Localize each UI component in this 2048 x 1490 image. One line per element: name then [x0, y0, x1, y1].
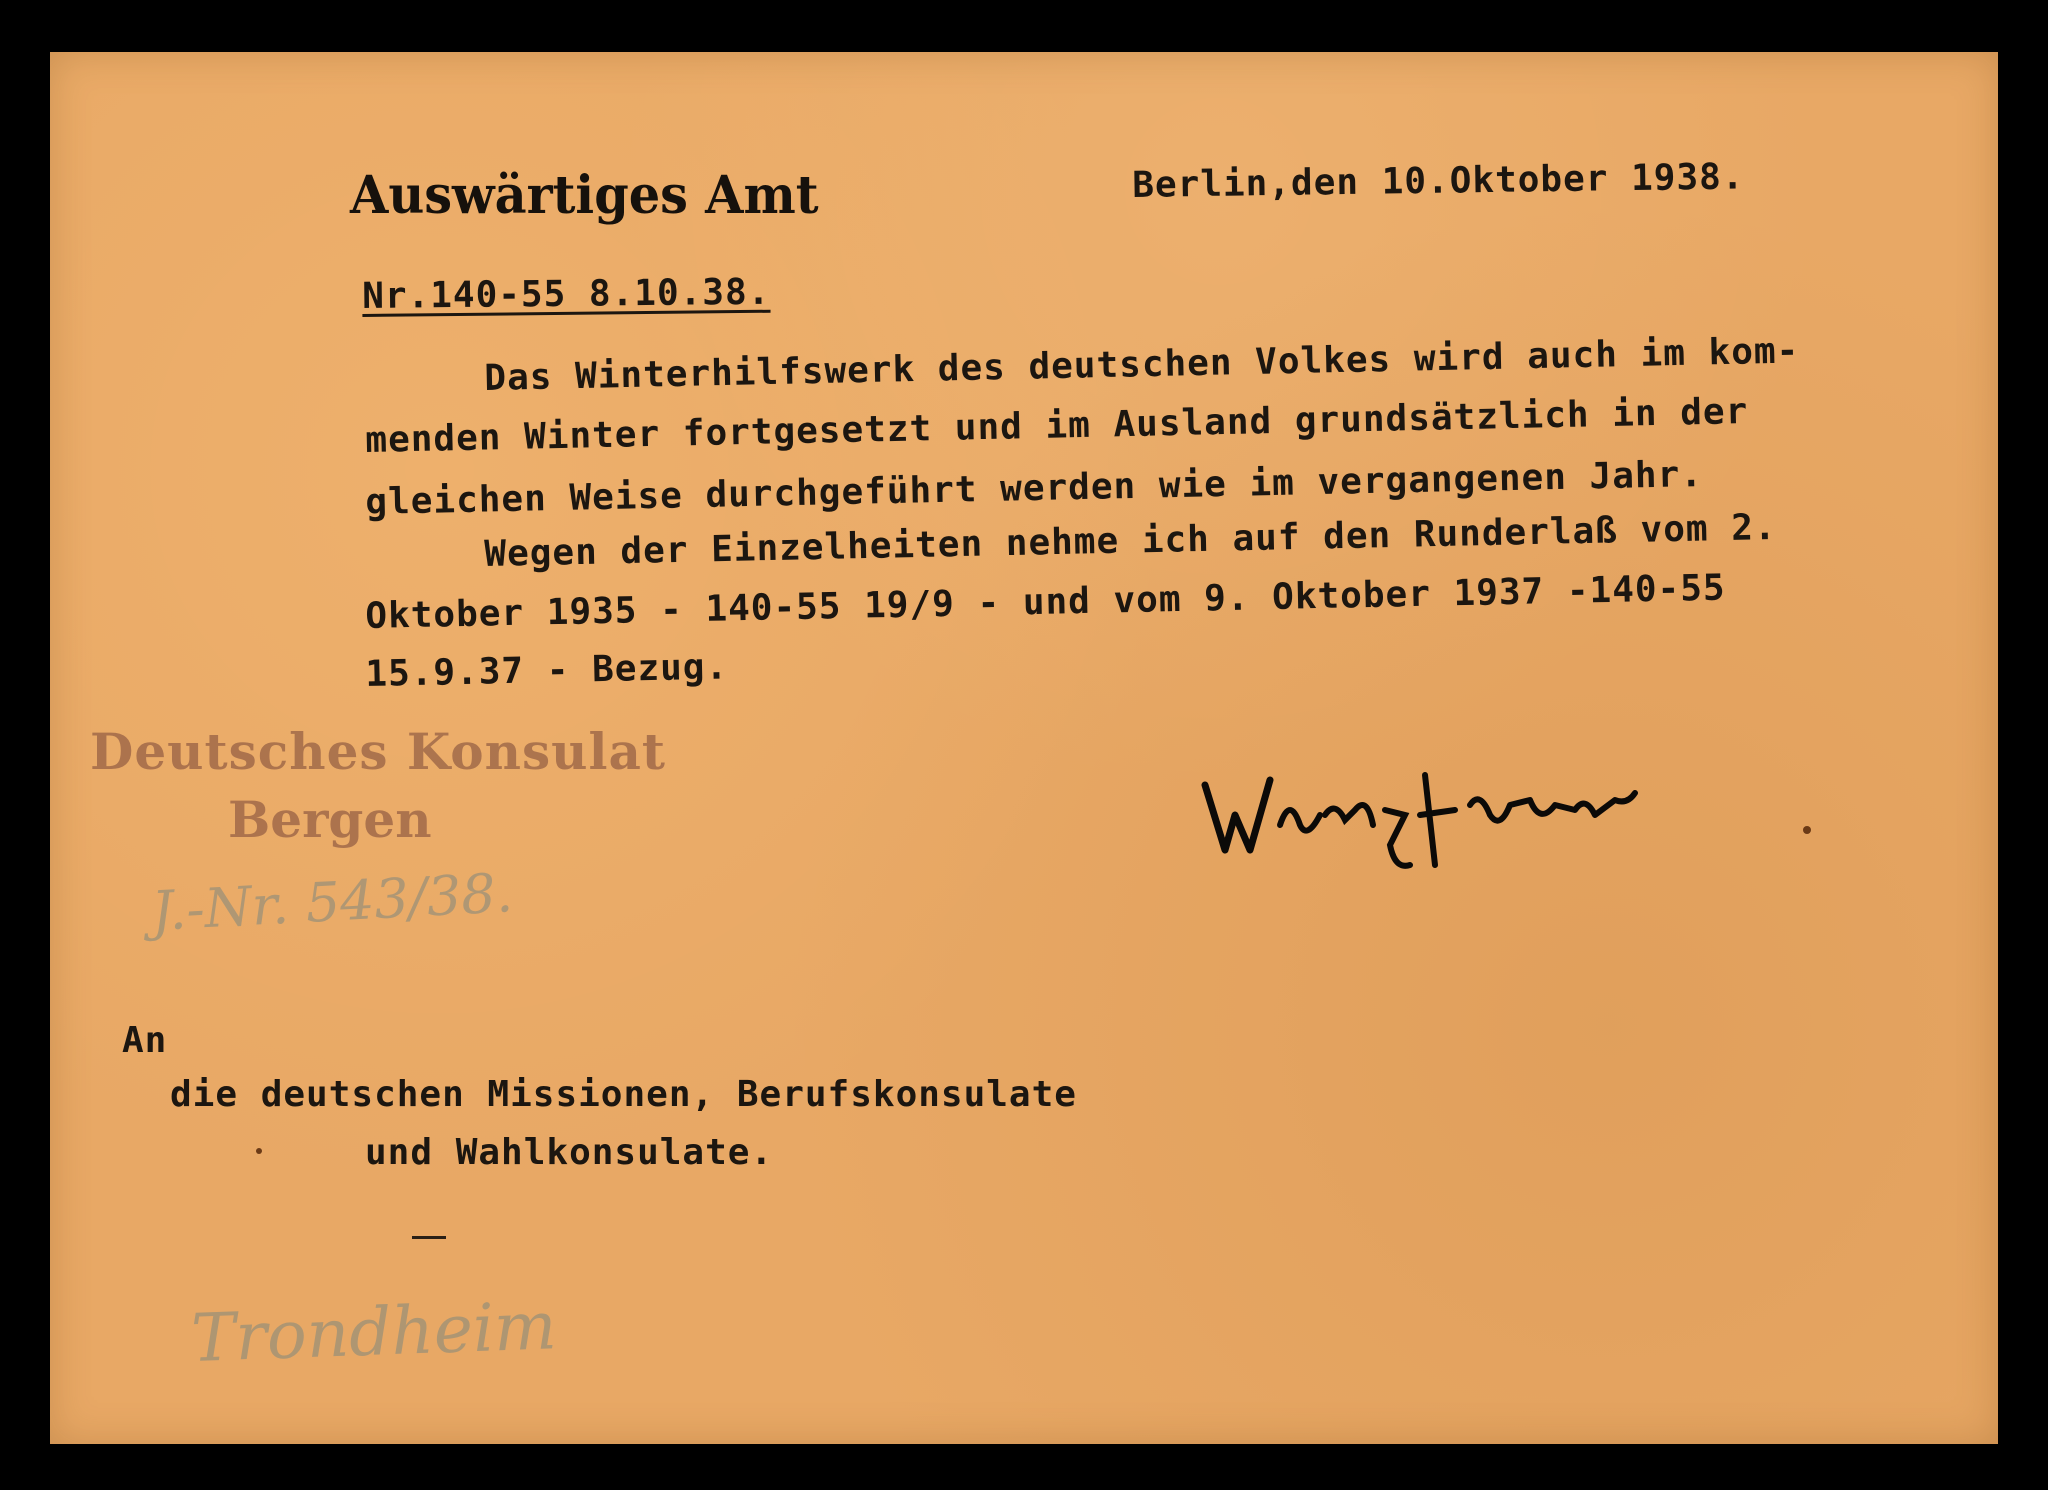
consulate-stamp-line-2: Bergen — [228, 790, 432, 849]
consulate-stamp-line-1: Deutsches Konsulat — [90, 722, 666, 781]
body-line-6: 15.9.37 - Bezug. — [365, 646, 729, 695]
address-line-2: und Wahlkonsulate. — [365, 1132, 774, 1173]
body-line-3: gleichen Weise durchgeführt werden wie im vergangenen Jahr. — [365, 453, 1704, 523]
address-line-1: die deutschen Missionen, Berufskonsulate — [170, 1074, 1077, 1115]
reference-number: Nr.140-55 8.10.38. — [362, 271, 771, 317]
body-line-4: Wegen der Einzelheiten nehme ich auf den Runderlaß vom 2. — [484, 506, 1777, 575]
body-line-1: Das Winterhilfswerk des deutschen Volkes wird auch im kom- — [484, 330, 1800, 399]
paper-speck — [256, 1148, 262, 1154]
paper-speck — [1803, 826, 1811, 834]
dash-mark — [412, 1236, 446, 1239]
address-salutation: An — [122, 1020, 168, 1061]
journal-number-note: J.-Nr. 543/38. — [150, 861, 515, 943]
letterhead: Auswärtiges Amt — [350, 165, 819, 226]
body-line-5: Oktober 1935 - 140-55 19/9 - und vom 9. Oktober 1937 -140-55 — [365, 567, 1726, 637]
place-date: Berlin,den 10.Oktober 1938. — [1132, 156, 1745, 206]
signature-icon — [1195, 755, 1655, 875]
body-line-2: menden Winter fortgesetzt und im Ausland grundsätzlich in der — [365, 391, 1749, 461]
pencil-city-note: Trondheim — [190, 1287, 558, 1377]
